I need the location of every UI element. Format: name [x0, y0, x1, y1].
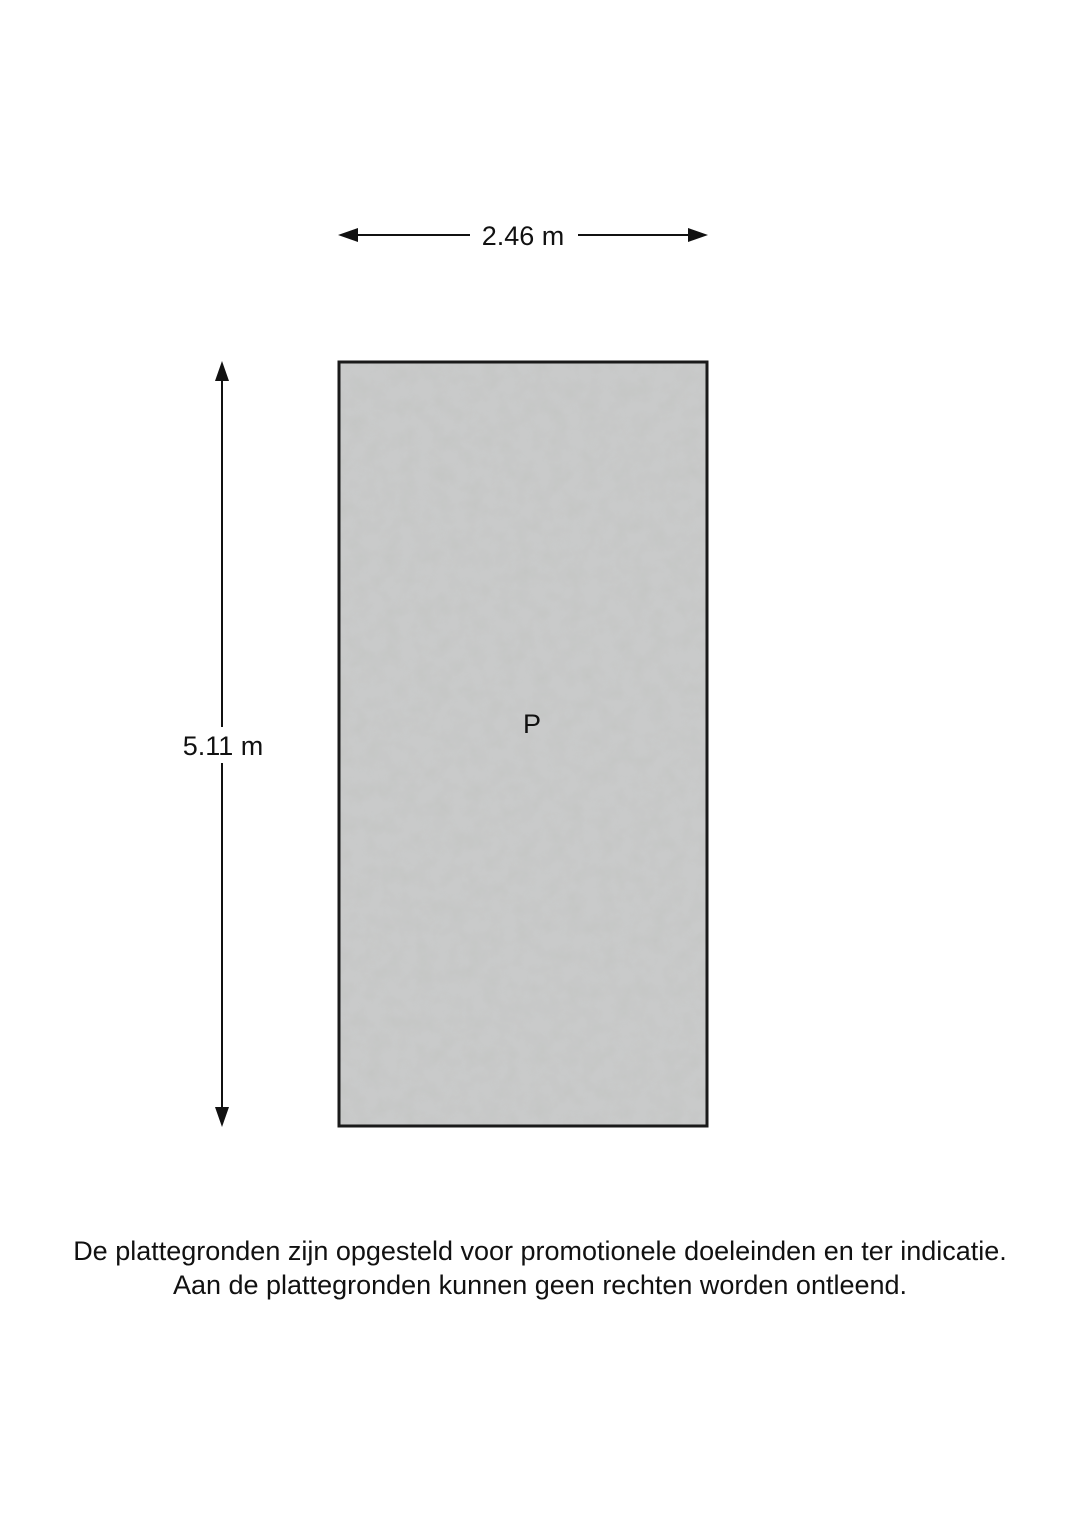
arrow-up-icon	[215, 361, 229, 381]
disclaimer-line-2: Aan de plattegronden kunnen geen rechten worden ontleend.	[172, 1270, 908, 1300]
width-dimension-label: 2.46 m	[481, 221, 565, 251]
disclaimer-line-1: De plattegronden zijn opgesteld voor promotionele doeleinden en ter indicatie.	[73, 1236, 1007, 1266]
room-label: P	[522, 709, 542, 739]
arrow-right-icon	[688, 228, 708, 242]
width-dimension	[338, 221, 708, 251]
room-parking	[339, 362, 707, 1126]
arrow-down-icon	[215, 1107, 229, 1127]
height-dimension-label: 5.11 m	[182, 731, 264, 761]
arrow-left-icon	[338, 228, 358, 242]
disclaimer	[0, 1234, 1080, 1302]
height-dimension	[172, 361, 272, 1127]
room-floor-texture	[339, 362, 707, 1126]
